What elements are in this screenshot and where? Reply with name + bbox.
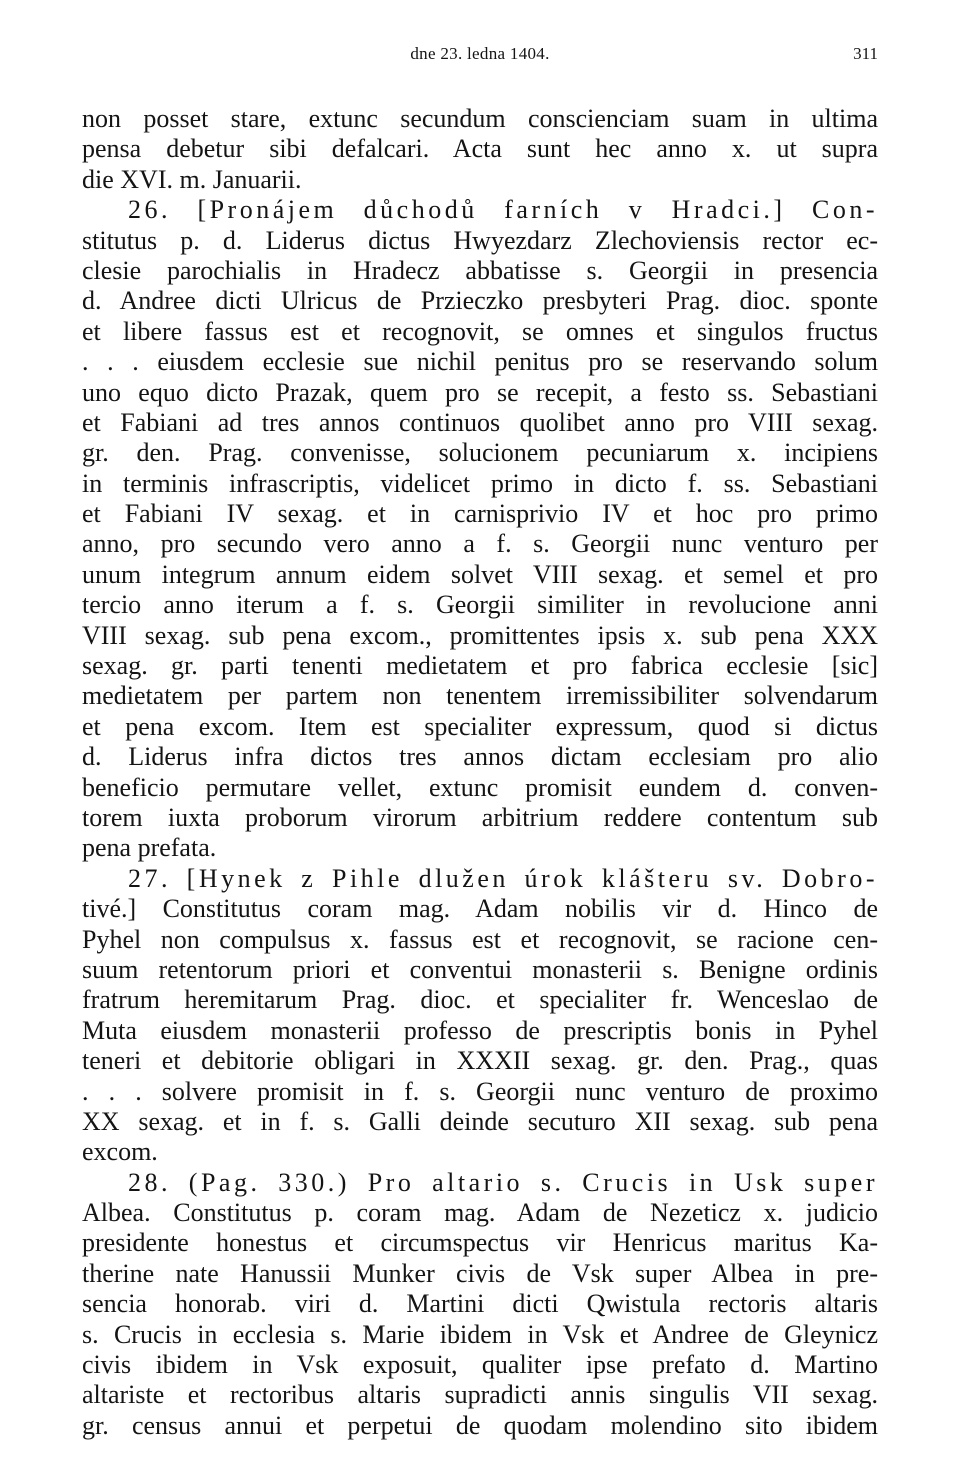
text-line: excom. — [82, 1137, 158, 1167]
text-line: sexag. gr. parti tenenti medietatem et pro fabrica ecclesie [sic] — [82, 651, 878, 681]
text-line: tercio anno iterum a f. s. Georgii similiter in revolucione anni — [82, 590, 878, 620]
text-line: altariste et rectoribus altaris supradicti annis singulis VII sexag. — [82, 1380, 878, 1410]
text-line: d. Liderus infra dictos tres annos dictam ecclesiam pro alio — [82, 742, 878, 772]
text-line: suum retentorum priori et conventui monasterii s. Benigne ordinis — [82, 954, 878, 984]
text-line: d. Andree dicti Ulricus de Przieczko presbyteri Prag. dioc. sponte — [82, 286, 878, 316]
text-line: die XVI. m. Januarii. — [82, 164, 302, 194]
text-line: Albea. Constitutus p. coram mag. Adam de Nezeticz x. judicio — [82, 1198, 878, 1228]
text-line: anno, pro secundo vero anno a f. s. Georgii nunc venturo per — [82, 529, 878, 559]
text-line: et Fabiani IV sexag. et in carnisprivio IV et hoc pro primo — [82, 499, 878, 529]
text-line: . . . eiusdem ecclesie sue nichil penitus pro se reservando solum — [82, 347, 878, 377]
text-line: stitutus p. d. Liderus dictus Hwyezdarz Zlechoviensis rector ec- — [82, 225, 878, 255]
entry-heading-26: 26. [Pronájem důchodů farních v Hradci.] Con- — [128, 195, 878, 225]
text-line: et Fabiani ad tres annos continuos quolibet anno pro VIII sexag. — [82, 407, 878, 437]
text-line: gr. census annui et perpetui de quodam molendino sito ibidem — [82, 1410, 878, 1440]
text-line: medietatem per partem non tenentem irremissibiliter solvendarum — [82, 681, 878, 711]
text-line: gr. den. Prag. convenisse, solucionem pecuniarum x. incipiens — [82, 438, 878, 468]
text-line: presidente honestus et circumspectus vir Henricus maritus Ka- — [82, 1228, 878, 1258]
text-line: et libere fassus est et recognovit, se omnes et singulos fructus — [82, 316, 878, 346]
text-line: XX sexag. et in f. s. Galli deinde secuturo XII sexag. sub pena — [82, 1106, 878, 1136]
text-line: unum integrum annum eidem solvet VIII sexag. et semel et pro — [82, 559, 878, 589]
text-line: tivé.] Constitutus coram mag. Adam nobilis vir d. Hinco de — [82, 894, 878, 924]
text-line: s. Crucis in ecclesia s. Marie ibidem in Vsk et Andree de Gleynicz — [82, 1319, 878, 1349]
text-line: pena prefata. — [82, 833, 217, 863]
entry-heading-27: 27. [Hynek z Pihle dlužen úrok klášteru sv. Dobro- — [128, 863, 878, 893]
text-line: Pyhel non compulsus x. fassus est et recognovit, se racione cen- — [82, 924, 878, 954]
text-line: VIII sexag. sub pena excom., promittentes ipsis x. sub pena XXX — [82, 620, 878, 650]
text-line: clesie parochialis in Hradecz abbatisse s. Georgii in presencia — [82, 255, 878, 285]
running-title: dne 23. ledna 1404. — [410, 44, 550, 63]
text-line: beneficio permutare vellet, extunc promisit eundem d. conven- — [82, 772, 878, 802]
text-line: fratrum heremitarum Prag. dioc. et specialiter fr. Wenceslao de — [82, 985, 878, 1015]
text-line: in terminis infrascriptis, videlicet primo in dicto f. ss. Sebastiani — [82, 468, 878, 498]
text-line: . . . solvere promisit in f. s. Georgii nunc venturo de proximo — [82, 1076, 878, 1106]
text-line: sencia honorab. viri d. Martini dicti Qwistula rectoris altaris — [82, 1289, 878, 1319]
text-line: therine nate Hanussii Munker civis de Vsk super Albea in pre- — [82, 1258, 878, 1288]
text-line: pensa debetur sibi defalcari. Acta sunt hec anno x. ut supra — [82, 134, 878, 164]
text-line: torem iuxta proborum virorum arbitrium reddere contentum sub — [82, 802, 878, 832]
text-line: civis ibidem in Vsk exposuit, qualiter ipse prefato d. Martino — [82, 1350, 878, 1380]
body-text — [82, 104, 878, 1441]
page-number: 311 — [853, 44, 878, 63]
text-line: Muta eiusdem monasterii professo de prescriptis bonis in Pyhel — [82, 1015, 878, 1045]
running-header — [82, 44, 878, 72]
text-line: uno equo dicto Prazak, quem pro se recepit, a festo ss. Sebastiani — [82, 377, 878, 407]
text-line: non posset stare, extunc secundum conscienciam suam in ultima — [82, 104, 878, 133]
text-line: et pena excom. Item est specialiter expressum, quod si dictus — [82, 711, 878, 741]
text-line: teneri et debitorie obligari in XXXII sexag. gr. den. Prag., quas — [82, 1046, 878, 1076]
entry-heading-28: 28. (Pag. 330.) Pro altario s. Crucis in Usk super — [128, 1167, 878, 1197]
